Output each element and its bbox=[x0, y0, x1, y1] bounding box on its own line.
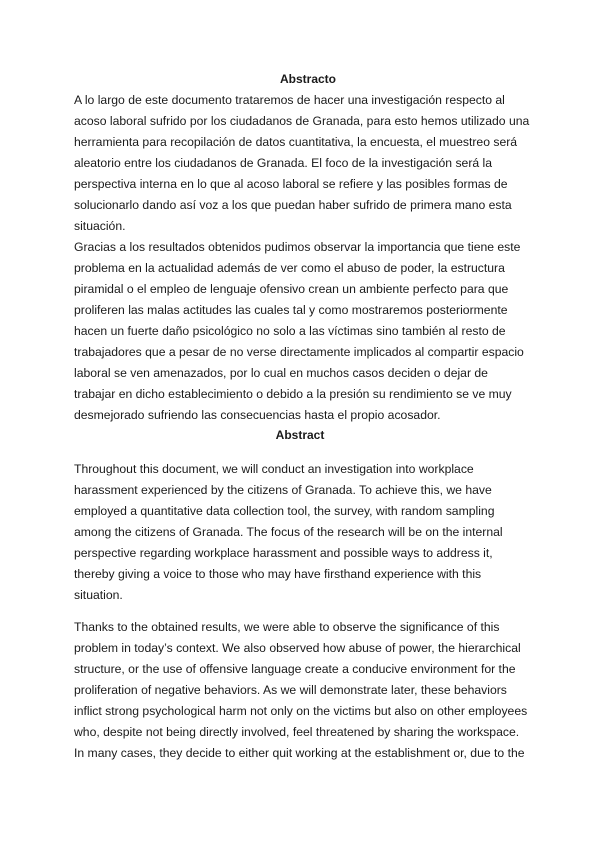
spanish-line: Gracias a los resultados obtenidos pudimos observar la importancia que tiene este bbox=[74, 240, 521, 254]
spanish-line: perspectiva interna en lo que al acoso laboral se refiere y las posibles formas de bbox=[74, 177, 508, 191]
spanish-line: aleatorio entre los ciudadanos de Granada. El foco de la investigación será la bbox=[74, 156, 493, 170]
english-line: perspective regarding workplace harassment and possible ways to address it, bbox=[74, 546, 493, 560]
english-abstract-heading: Abstract bbox=[275, 428, 325, 442]
english-line: who, despite not being directly involved, feel threatened by sharing the workspace. bbox=[74, 725, 520, 739]
english-line: employed a quantitative data collection tool, the survey, with random sampling bbox=[74, 504, 495, 518]
english-line: situation. bbox=[74, 588, 123, 602]
spanish-abstract-heading: Abstracto bbox=[279, 72, 336, 86]
english-line: Thanks to the obtained results, we were able to observe the significance of this bbox=[74, 620, 500, 634]
spanish-line: hacen un fuerte daño psicológico no solo a las víctimas sino también al resto de bbox=[74, 324, 506, 338]
english-line: proliferation of negative behaviors. As we will demonstrate later, these behaviors bbox=[74, 683, 507, 697]
spanish-line: laboral se ven amenazados, por lo cual en muchos casos deciden o dejar de bbox=[74, 366, 488, 380]
english-line: Throughout this document, we will conduct an investigation into workplace bbox=[74, 462, 474, 476]
spanish-line: acoso laboral sufrido por los ciudadanos de Granada, para esto hemos utilizado una bbox=[74, 114, 530, 128]
spanish-line: trabajadores que a pesar de no verse directamente implicados al compartir espacio bbox=[74, 345, 524, 359]
spanish-line: problema en la actualidad además de ver como el abuso de poder, la estructura bbox=[74, 261, 505, 275]
english-line: harassment experienced by the citizens of Granada. To achieve this, we have bbox=[74, 483, 492, 497]
spanish-line: solucionarlo dando así voz a los que puedan haber sufrido de primera mano esta bbox=[74, 198, 512, 212]
english-line: inflict strong psychological harm not only on the victims but also on other employees bbox=[74, 704, 528, 718]
spanish-line: trabajar en dicho establecimiento o debido a la presión su rendimiento se ve muy bbox=[74, 387, 512, 401]
english-line: structure, or the use of offensive language create a conducive environment for the bbox=[74, 662, 516, 676]
spanish-line: herramienta para recopilación de datos cuantitativa, la encuesta, el muestreo será bbox=[74, 135, 518, 149]
spanish-line: desmejorado sufriendo las consecuencias hasta el propio acosador. bbox=[74, 408, 441, 422]
english-line: thereby giving a voice to those who may have firsthand experience with this bbox=[74, 567, 482, 581]
spanish-line: situación. bbox=[74, 219, 126, 233]
english-line: In many cases, they decide to either quit working at the establishment or, due to the bbox=[74, 746, 525, 760]
spanish-line: A lo largo de este documento trataremos de hacer una investigación respecto al bbox=[74, 93, 505, 107]
spanish-line: proliferen las malas actitudes las cuales tal y como mostraremos posteriormente bbox=[74, 303, 508, 317]
spanish-line: piramidal o el empleo de lenguaje ofensivo crean un ambiente perfecto para que bbox=[74, 282, 509, 296]
english-line: problem in today’s context. We also observed how abuse of power, the hierarchical bbox=[74, 641, 521, 655]
english-line: among the citizens of Granada. The focus of the research will be on the internal bbox=[74, 525, 503, 539]
